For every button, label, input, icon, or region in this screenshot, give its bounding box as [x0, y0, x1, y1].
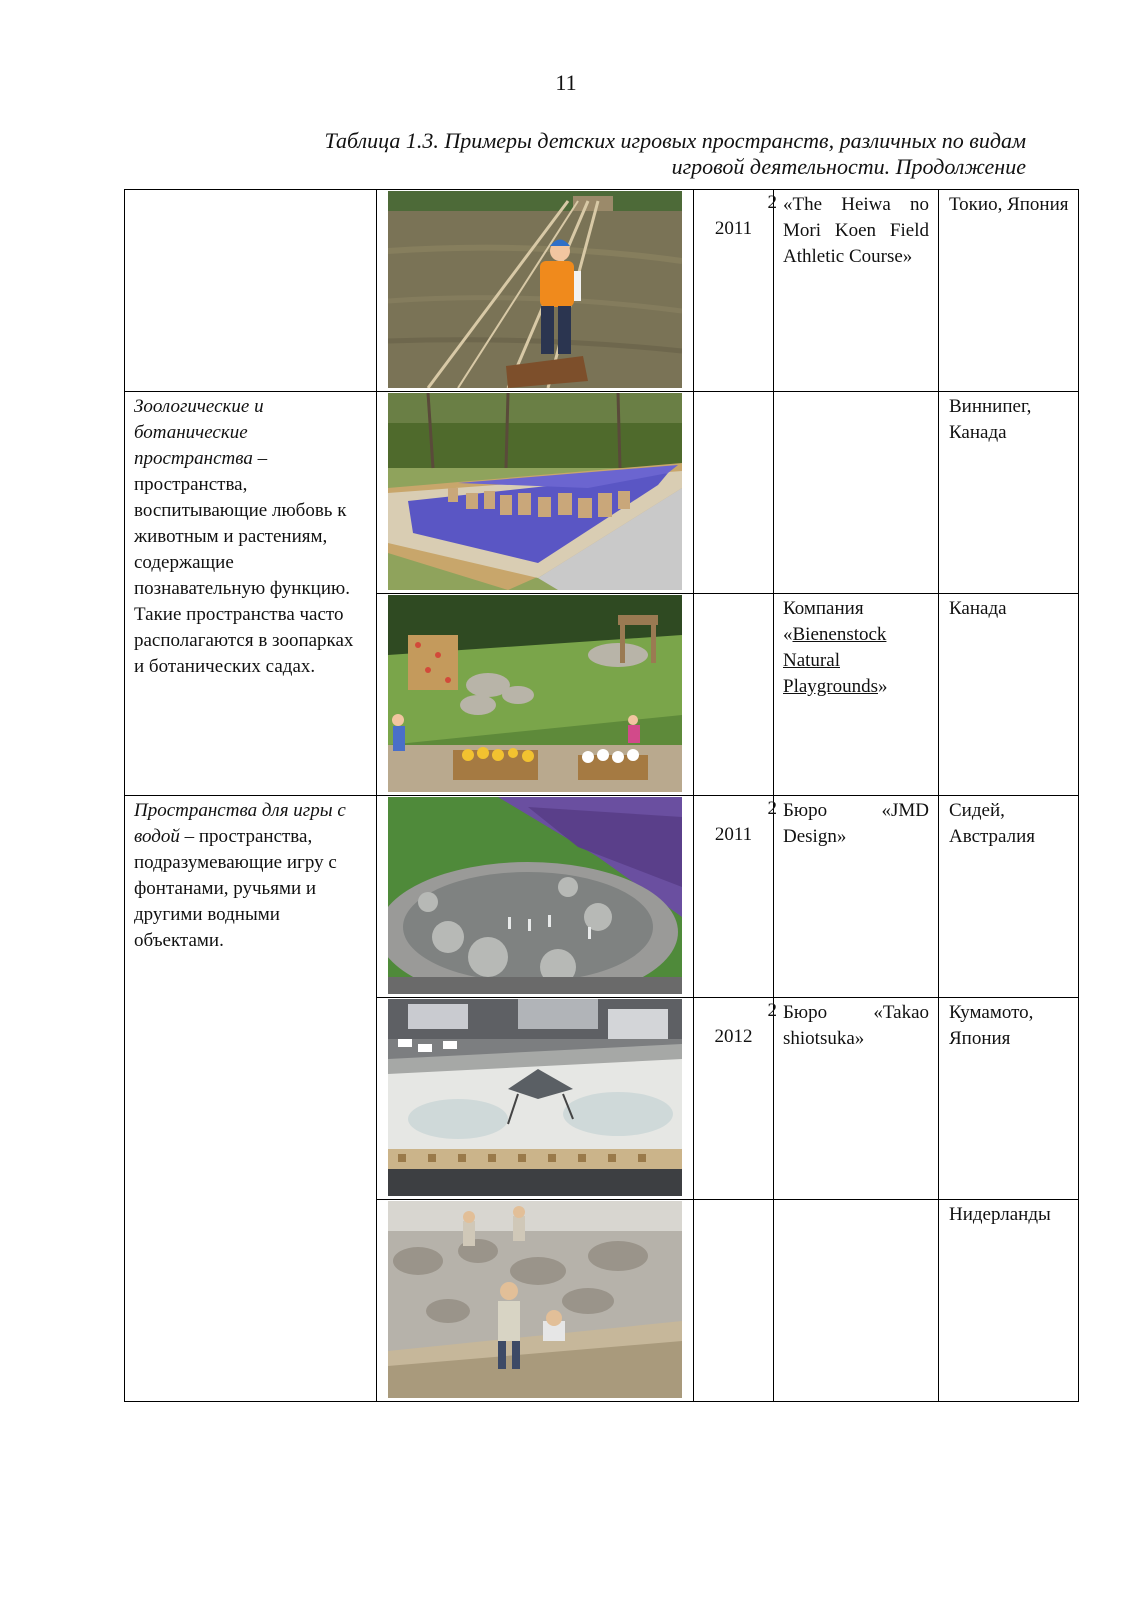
year-value: 2011: [714, 824, 753, 845]
author-cell: [774, 392, 939, 594]
year-cell: [694, 1200, 774, 1402]
desc-cell-empty: [125, 190, 377, 392]
place-cell: [939, 998, 1079, 1200]
zoo-description: [134, 394, 368, 680]
caption-line-1: Таблица 1.3. Примеры детских игровых пространств, различных по видам: [324, 128, 1026, 153]
year-value: 2012: [714, 1026, 753, 1047]
clipped-digit: 2: [767, 192, 777, 213]
natural-playground-photo: [388, 595, 682, 792]
author-text: «The Heiwa no Mori Koen Field Athletic Course»: [783, 194, 929, 267]
table-row: [125, 392, 1079, 594]
image-cell: [377, 594, 694, 796]
image-cell: [377, 1200, 694, 1402]
place-cell: [939, 594, 1079, 796]
place-text: Канада: [949, 598, 1007, 619]
place-cell: [939, 796, 1079, 998]
zoo-title: Зоологические и ботанические пространства: [134, 396, 264, 469]
place-text: Сидей, Австралия: [949, 800, 1036, 847]
place-cell: [939, 1200, 1079, 1402]
author-cell: [774, 190, 939, 392]
place-cell: [939, 392, 1079, 594]
year-cell: [694, 594, 774, 796]
place-text: Токио, Япония: [949, 194, 1069, 215]
image-cell: [377, 392, 694, 594]
zoo-dash: –: [252, 448, 268, 469]
author-cell: [774, 1200, 939, 1402]
caption-line-2: игровой деятельности. Продолжение: [671, 154, 1026, 179]
place-text: Кумамото, Япония: [949, 1002, 1034, 1049]
author-suffix: »: [878, 676, 888, 697]
water-description: [134, 798, 368, 954]
year-cell: [694, 190, 777, 392]
desc-cell-water: [125, 796, 377, 1402]
table-row: [125, 796, 1079, 998]
table-caption: [146, 128, 1026, 180]
lavender-stumps-photo: [388, 393, 682, 590]
year-cell: [694, 392, 774, 594]
page-number: 11: [555, 70, 577, 95]
author-cell: [774, 594, 939, 796]
place-text: Виннипег, Канада: [949, 396, 1032, 443]
place-cell: [939, 190, 1079, 392]
author-cell: [774, 998, 939, 1200]
year-cell: [694, 796, 777, 998]
table-row: [125, 190, 1079, 392]
water-dash: –: [179, 826, 195, 847]
clipped-digit: 2: [767, 798, 777, 819]
desc-cell-zoo: [125, 392, 377, 796]
water-text: пространства, подразумевающие игру с фонтанами, ручьями и другими водными объектами.: [134, 826, 337, 951]
year-cell: [694, 998, 777, 1200]
image-cell: [377, 998, 694, 1200]
year-value: 2011: [714, 218, 753, 239]
fountain-plaza-photo: [388, 999, 682, 1196]
author-text: Бюро «JMD Design»: [783, 800, 929, 847]
zoo-text: пространства, воспитывающие любовь к животным и растениям, содержащие познавательную функцию. Такие пространства часто располагаются в зоопарках и ботанических садах.: [134, 474, 354, 677]
bienenstock-link[interactable]: Bienenstock Natural Playgrounds: [783, 624, 887, 697]
rock-stream-photo: [388, 1201, 682, 1398]
author-cell: [774, 796, 939, 998]
place-text: Нидерланды: [949, 1204, 1051, 1225]
clipped-digit: 2: [767, 1000, 777, 1021]
image-cell: [377, 796, 694, 998]
image-cell: [377, 190, 694, 392]
rope-bridge-photo: [388, 191, 682, 388]
water-title: Пространства для игры с водой: [134, 800, 346, 847]
examples-table: [124, 189, 1079, 1402]
water-plaza-photo: [388, 797, 682, 994]
author-prefix: Компания «: [783, 598, 864, 645]
author-text: [783, 596, 929, 700]
author-text: Бюро «Takao shiotsuka»: [783, 1002, 929, 1049]
